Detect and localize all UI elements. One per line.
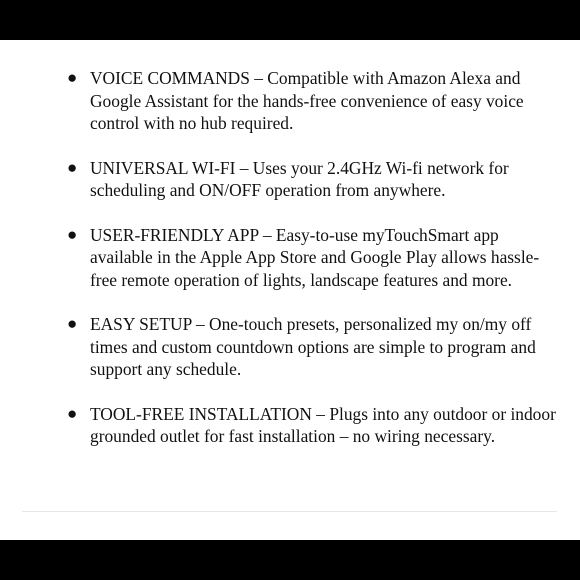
feature-text: VOICE COMMANDS – Compatible with Amazon Alexa and Google Assistant for the hands-free convenience of easy voice control with no hub required. (90, 68, 524, 133)
feature-item-voice-commands (67, 67, 560, 135)
bullet-icon: ● (67, 314, 78, 333)
bullet-icon: ● (67, 157, 78, 177)
content-panel (0, 40, 580, 540)
divider (22, 511, 557, 512)
feature-text: TOOL-FREE INSTALLATION – Plugs into any outdoor or indoor grounded outlet for fast installation – no wiring necessary. (90, 403, 556, 446)
feature-item-tool-free-installation (67, 403, 560, 448)
bullet-icon: ● (67, 403, 78, 423)
feature-text: UNIVERSAL WI-FI – Uses your 2.4GHz Wi-fi network for scheduling and ON/OFF operation from anywhere. (90, 157, 509, 200)
bullet-icon: ● (67, 224, 78, 244)
feature-item-easy-setup (67, 313, 560, 381)
feature-item-universal-wifi (67, 157, 560, 202)
bullet-icon: ● (67, 68, 78, 87)
feature-item-user-friendly-app (67, 224, 560, 292)
feature-list (67, 67, 560, 470)
feature-text: USER-FRIENDLY APP – Easy-to-use myTouchSmart app available in the Apple App Store and Google Play allows hassle-free remote operation of lights, landscape features and more. (90, 224, 540, 290)
feature-text: EASY SETUP – One-touch presets, personalized my on/my off times and custom countdown options are simple to program and support any schedule. (90, 314, 536, 379)
